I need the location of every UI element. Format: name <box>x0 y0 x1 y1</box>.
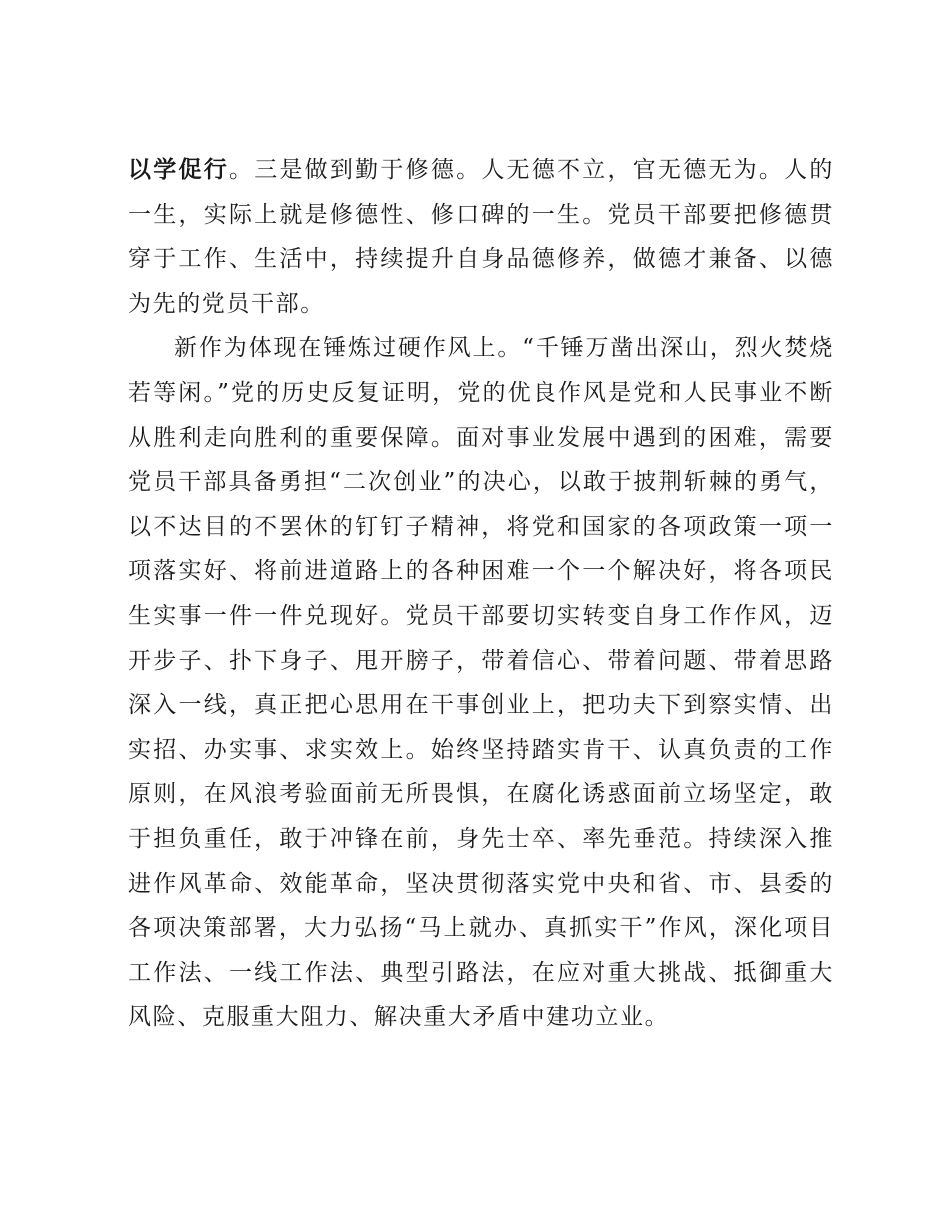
paragraph-1-text: 。三是做到勤于修德。人无德不立，官无德无为。人的一生，实际上就是修德性、修口碑的一生。党员干部要把修德贯穿于工作、生活中，持续提升自身品德修养，做德才兼备、以德为先的党员干部。 <box>128 157 834 317</box>
bold-lead-phrase: 以学促行 <box>128 156 229 183</box>
body-text <box>128 148 834 1040</box>
paragraph-1 <box>128 148 834 326</box>
paragraph-2-text: 新作为体现在锤炼过硬作风上。“千锤万凿出深山，烈火焚烧若等闲。”党的历史反复证明，党的优良作风是党和人民事业不断从胜利走向胜利的重要保障。面对事业发展中遇到的困难，需要党员干部具备勇担“二次创业”的决心，以敢于披荆斩棘的勇气，以不达目的不罢休的钉钉子精神，将党和国家的各项政策一项一项落实好、将前进道路上的各种困难一个一个解决好，将各项民生实事一件一件兑现好。党员干部要切实转变自身工作作风，迈开步子、扑下身子、甩开膀子，带着信心、带着问题、带着思路深入一线，真正把心思用在干事创业上，把功夫下到察实情、出实招、办实事、求实效上。始终坚持踏实肯干、认真负责的工作原则，在风浪考验面前无所畏惧，在腐化诱惑面前立场坚定，敢于担负重任，敢于冲锋在前，身先士卒、率先垂范。持续深入推进作风革命、效能革命，坚决贯彻落实党中央和省、市、县委的各项决策部署，大力弘扬“马上就办、真抓实干”作风，深化项目工作法、一线工作法、典型引路法，在应对重大挑战、抵御重大风险、克服重大阻力、解决重大矛盾中建功立业。 <box>128 335 834 1031</box>
paragraph-2 <box>128 326 834 1040</box>
